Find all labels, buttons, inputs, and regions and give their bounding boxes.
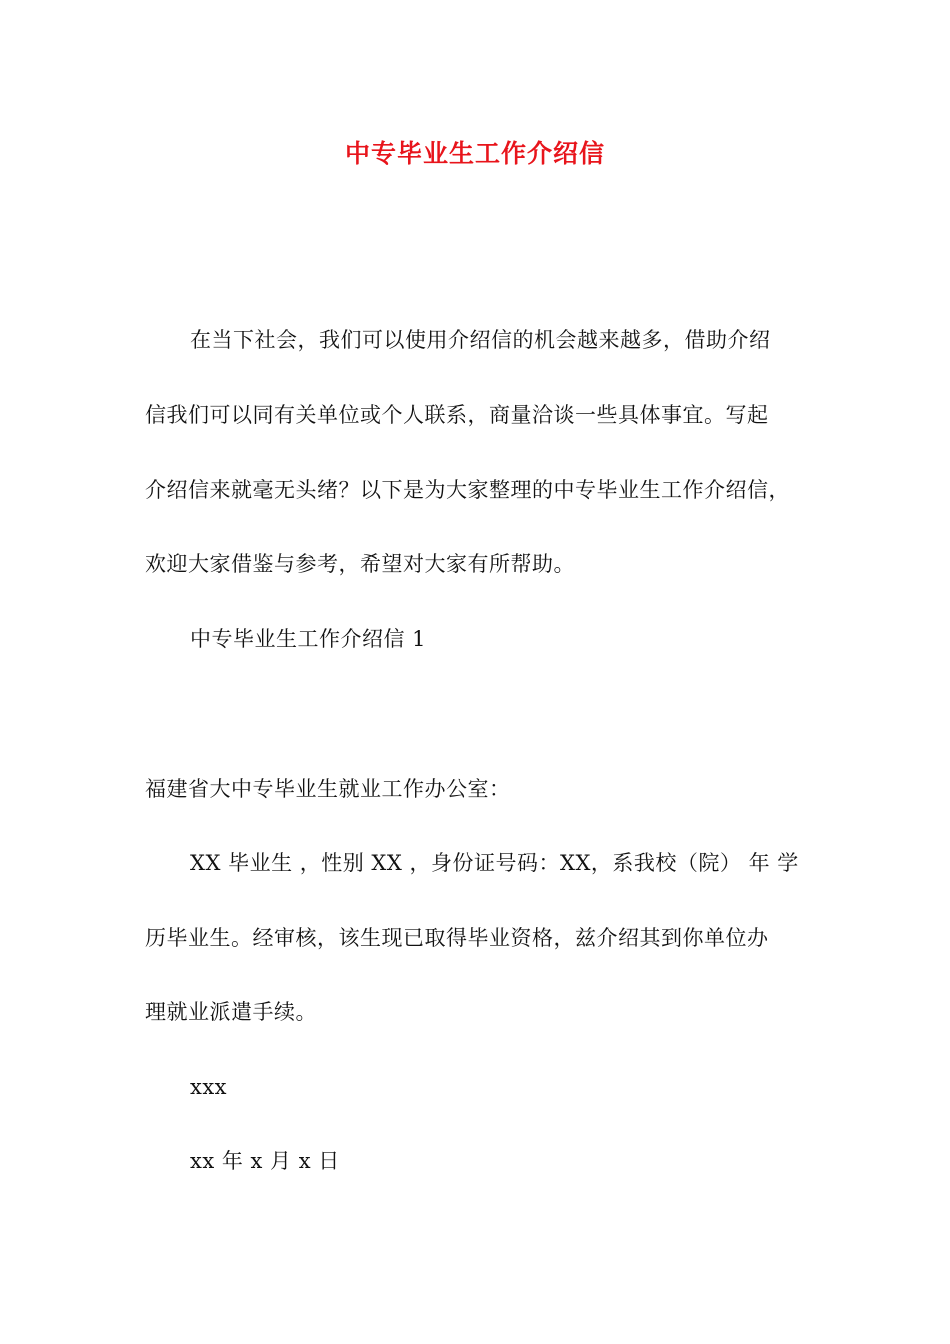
intro-line-3: 介绍信来就毫无头绪？以下是为大家整理的中专毕业生工作介绍信， (145, 478, 790, 502)
document-title: 中专毕业生工作介绍信 (344, 139, 605, 168)
intro-line-4: 欢迎大家借鉴与参考，希望对大家有所帮助。 (145, 552, 575, 576)
body-line-3: 理就业派遣手续。 (145, 1000, 317, 1024)
signature: xxx (190, 1075, 228, 1099)
body-line-2: 历毕业生。经审核，该生现已取得毕业资格，兹介绍其到你单位办 (145, 926, 769, 950)
date: xx 年 x 月 x 日 (190, 1149, 340, 1173)
section-heading: 中专毕业生工作介绍信 1 (190, 627, 427, 651)
addressee: 福建省大中专毕业生就业工作办公室： (145, 777, 511, 801)
intro-line-1: 在当下社会，我们可以使用介绍信的机会越来越多，借助介绍 (190, 328, 771, 352)
body-line-1: XX 毕业生 ，性别 XX ，身份证号码：XX，系我校（院） 年 学 (190, 851, 799, 875)
intro-line-2: 信我们可以同有关单位或个人联系，商量洽谈一些具体事宜。写起 (145, 403, 769, 427)
